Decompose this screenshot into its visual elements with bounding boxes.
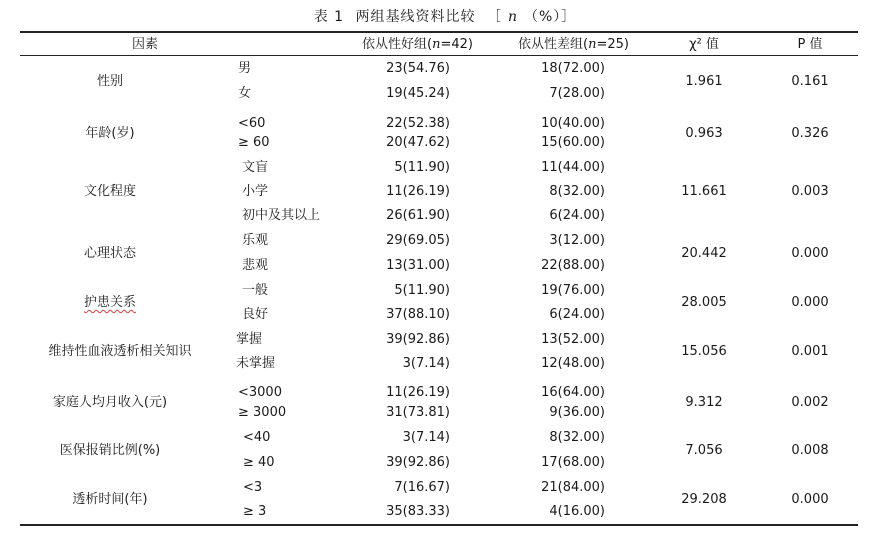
header-group-poor [505,37,642,53]
bottom-rule [20,524,858,526]
group-poor-value: 11(44.00) [541,160,605,175]
subcategory-label: <3000 [238,385,282,400]
table-number: 表 1 [313,9,345,25]
group-poor-value: 9(36.00) [549,405,605,420]
subcategory-label: 文盲 [242,160,269,175]
subcategory-label: <40 [243,430,271,445]
chi-square-value: 15.056 [681,344,727,359]
factor-label: 性别 [96,73,123,89]
group-good-value: 3(7.14) [402,430,450,445]
chi-square-value: 9.312 [685,395,723,410]
chi-square-value: 11.661 [681,184,727,199]
chi-square-value: 7.056 [685,442,723,458]
group-good-value: 5(11.90) [394,160,450,175]
table-caption: 两组基线资料比较 [355,9,476,25]
group-poor-value: 7(28.00) [549,86,605,101]
group-good-value: 11(26.19) [386,385,450,400]
group-good-value: 29(69.05) [386,233,450,248]
subcategory-label: ≥ 60 [238,135,270,150]
subcategory-label: 小学 [242,184,269,199]
caption-unit: （%）］ [523,9,577,25]
group-poor-value: 18(72.00) [541,61,605,76]
group-good-value: 37(88.10) [386,307,450,322]
group-poor-value: 4(16.00) [549,504,605,519]
chi-square-value: 0.963 [685,125,723,141]
group-poor-value: 22(88.00) [541,258,605,273]
group-poor-value: 15(60.00) [541,135,605,150]
group-good-value: 39(92.86) [386,455,450,470]
chi-square-value: 29.208 [681,492,727,507]
group-poor-value: 8(32.00) [549,430,605,445]
p-value: 0.000 [791,492,829,507]
factor-label: 护患关系 [83,295,136,310]
subcategory-label: 女 [238,86,252,101]
group-good-value: 39(92.86) [386,332,450,347]
subcategory-label: 初中及其以上 [242,208,321,223]
chi-square-value: 20.442 [681,245,727,261]
subcategory-label: ≥ 3000 [238,405,287,420]
group-poor-value: 13(52.00) [541,332,605,347]
header-group-poor-n: n [588,37,597,52]
group-poor-value: 3(12.00) [549,233,605,248]
subcategory-label: 乐观 [242,233,269,248]
group-good-value: 23(54.76) [386,61,450,76]
subcategory-label: <3 [243,480,263,495]
factor-label: 年龄(岁) [85,125,135,141]
header-group-good-n: n [432,37,441,52]
subcategory-label: 良好 [242,307,269,322]
group-poor-value: 19(76.00) [541,283,605,298]
header-group-good-prefix: 依从性好组( [362,37,433,52]
table-title [0,6,890,26]
factor-label: 心理状态 [83,245,136,261]
header-group-good [350,37,485,53]
group-good-value: 22(52.38) [386,116,450,131]
group-poor-value: 8(32.00) [549,184,605,199]
p-value: 0.002 [791,395,829,410]
header-group-poor-suffix: =25) [596,37,629,52]
caption-n-symbol: n [507,9,518,25]
header-factor: 因素 [131,37,158,52]
p-value: 0.000 [791,245,829,261]
p-value: 0.161 [791,73,829,89]
top-rule [20,31,858,33]
group-poor-value: 6(24.00) [549,307,605,322]
header-chi-square: χ² 值 [689,37,719,52]
group-good-value: 11(26.19) [386,184,450,199]
header-rule [20,55,858,56]
factor-label: 家庭人均月收入(元) [52,395,168,410]
subcategory-label: ≥ 3 [243,504,267,519]
header-p-value: P 值 [797,37,823,52]
header-group-good-suffix: =42) [440,37,473,52]
factor-label: 维持性血液透析相关知识 [48,344,192,359]
group-poor-value: 10(40.00) [541,116,605,131]
group-good-value: 13(31.00) [386,258,450,273]
group-poor-value: 17(68.00) [541,455,605,470]
factor-label: 透析时间(年) [72,492,148,507]
group-good-value: 31(73.81) [386,405,450,420]
subcategory-label: 未掌握 [236,356,276,371]
subcategory-label: 男 [238,61,252,76]
p-value: 0.001 [791,344,829,359]
group-poor-value: 16(64.00) [541,385,605,400]
p-value: 0.326 [791,125,829,141]
group-poor-value: 21(84.00) [541,480,605,495]
p-value: 0.003 [791,184,829,199]
group-poor-value: 6(24.00) [549,208,605,223]
group-poor-value: 12(48.00) [541,356,605,371]
group-good-value: 26(61.90) [386,208,450,223]
subcategory-label: ≥ 40 [243,455,275,470]
header-group-poor-prefix: 依从性差组( [518,37,589,52]
group-good-value: 7(16.67) [394,480,450,495]
subcategory-label: 掌握 [236,332,263,347]
p-value: 0.008 [791,442,829,458]
subcategory-label: 一般 [242,283,269,298]
group-good-value: 20(47.62) [386,135,450,150]
chi-square-value: 28.005 [681,295,727,310]
caption-bracket-open: ［ [486,9,502,25]
subcategory-label: <60 [238,116,266,131]
factor-label: 医保报销比例(%) [59,442,161,458]
chi-square-value: 1.961 [685,73,723,89]
factor-label: 文化程度 [83,184,136,199]
group-good-value: 35(83.33) [386,504,450,519]
subcategory-label: 悲观 [242,258,269,273]
group-good-value: 5(11.90) [394,283,450,298]
p-value: 0.000 [791,295,829,310]
group-good-value: 3(7.14) [402,356,450,371]
group-good-value: 19(45.24) [386,86,450,101]
